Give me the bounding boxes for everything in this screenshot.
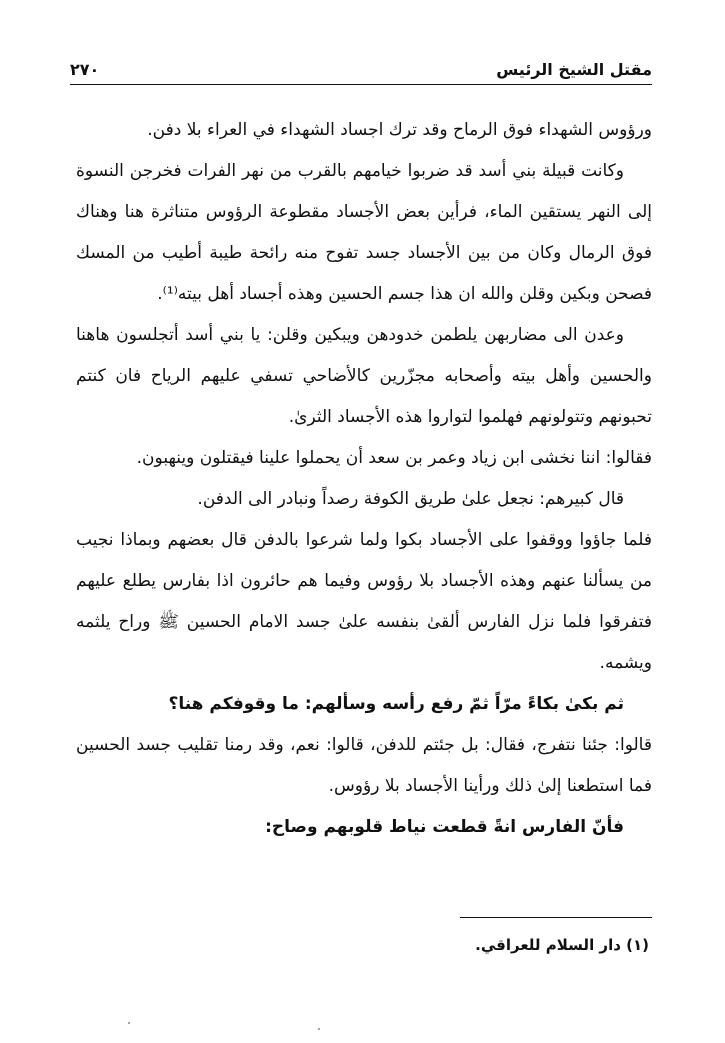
page-number: ٢٧٠	[70, 60, 100, 79]
body-text	[76, 110, 652, 848]
paragraph: وكانت قبيلة بني أسد قد ضربوا خيامهم بالقرب من نهر الفرات فخرجن النسوة إلى النهر يستقين الماء، فرأين بعض الأجساد مقطوعة الرؤوس متناثرة هنا وهناك فوق الرمال وكان من بين الأجساد جسد تفوح منه رائحة طيبة أطيب من المسك فصحن وبكين وقلن والله ان هذا جسم الحسين وهذه أجساد أهل بيته⁽¹⁾.	[76, 161, 652, 304]
paragraph: ثم بكىٰ بكاءً مرّاً ثمّ رفع رأسه وسألهم: ما وقوفكم هنا؟	[168, 694, 624, 714]
paragraph: ورؤوس الشهداء فوق الرماح وقد ترك اجساد الشهداء في العراء بلا دفن.	[147, 120, 652, 140]
book-title: مقتل الشيخ الرئيس	[496, 60, 652, 79]
paragraph: فقالوا: اننا نخشى ابن زياد وعمر بن سعد أن يحملوا علينا فيقتلون وينهبون.	[136, 448, 652, 468]
paragraph: وعدن الى مضاربهن يلطمن خدودهن ويبكين وقلن: يا بني أسد أتجلسون هاهنا والحسين وأهل بيته وأصحابه مجزّرين كالأضاحي تسفي عليهم الرياح فان كنتم تحبونهم وتتولونهم فهلموا لتواروا هذه الأجساد الثرىٰ.	[76, 325, 652, 427]
scan-speck	[318, 1028, 320, 1030]
page-header	[70, 58, 652, 85]
footnote-divider	[460, 917, 652, 918]
paragraph: قال كبيرهم: نجعل علىٰ طريق الكوفة رصداً ونبادر الى الدفن.	[197, 489, 624, 509]
paragraph: فلما جاؤوا ووقفوا على الأجساد بكوا ولما شرعوا بالدفن قال بعضهم وبماذا نجيب من يسألنا عنهم وهذه الأجساد بلا رؤوس وفيما هم حائرون اذا بفارس يطلع عليهم فتفرقوا فلما نزل الفارس ألقىٰ بنفسه علىٰ جسد الامام الحسين ﷺ وراح يلثمه ويشمه.	[76, 530, 652, 673]
paragraph: قالوا: جئنا نتفرج، فقال: بل جئتم للدفن، قالوا: نعم، وقد رمنا تقليب جسد الحسين فما استطعنا إلىٰ ذلك ورأينا الأجساد بلا رؤوس.	[76, 735, 652, 796]
footnote: (١) دار السلام للعراقي.	[475, 936, 649, 954]
scan-speck	[128, 1022, 130, 1024]
paragraph: فأنّ الفارس انةً قطعت نياط قلوبهم وصاح:	[265, 817, 624, 837]
